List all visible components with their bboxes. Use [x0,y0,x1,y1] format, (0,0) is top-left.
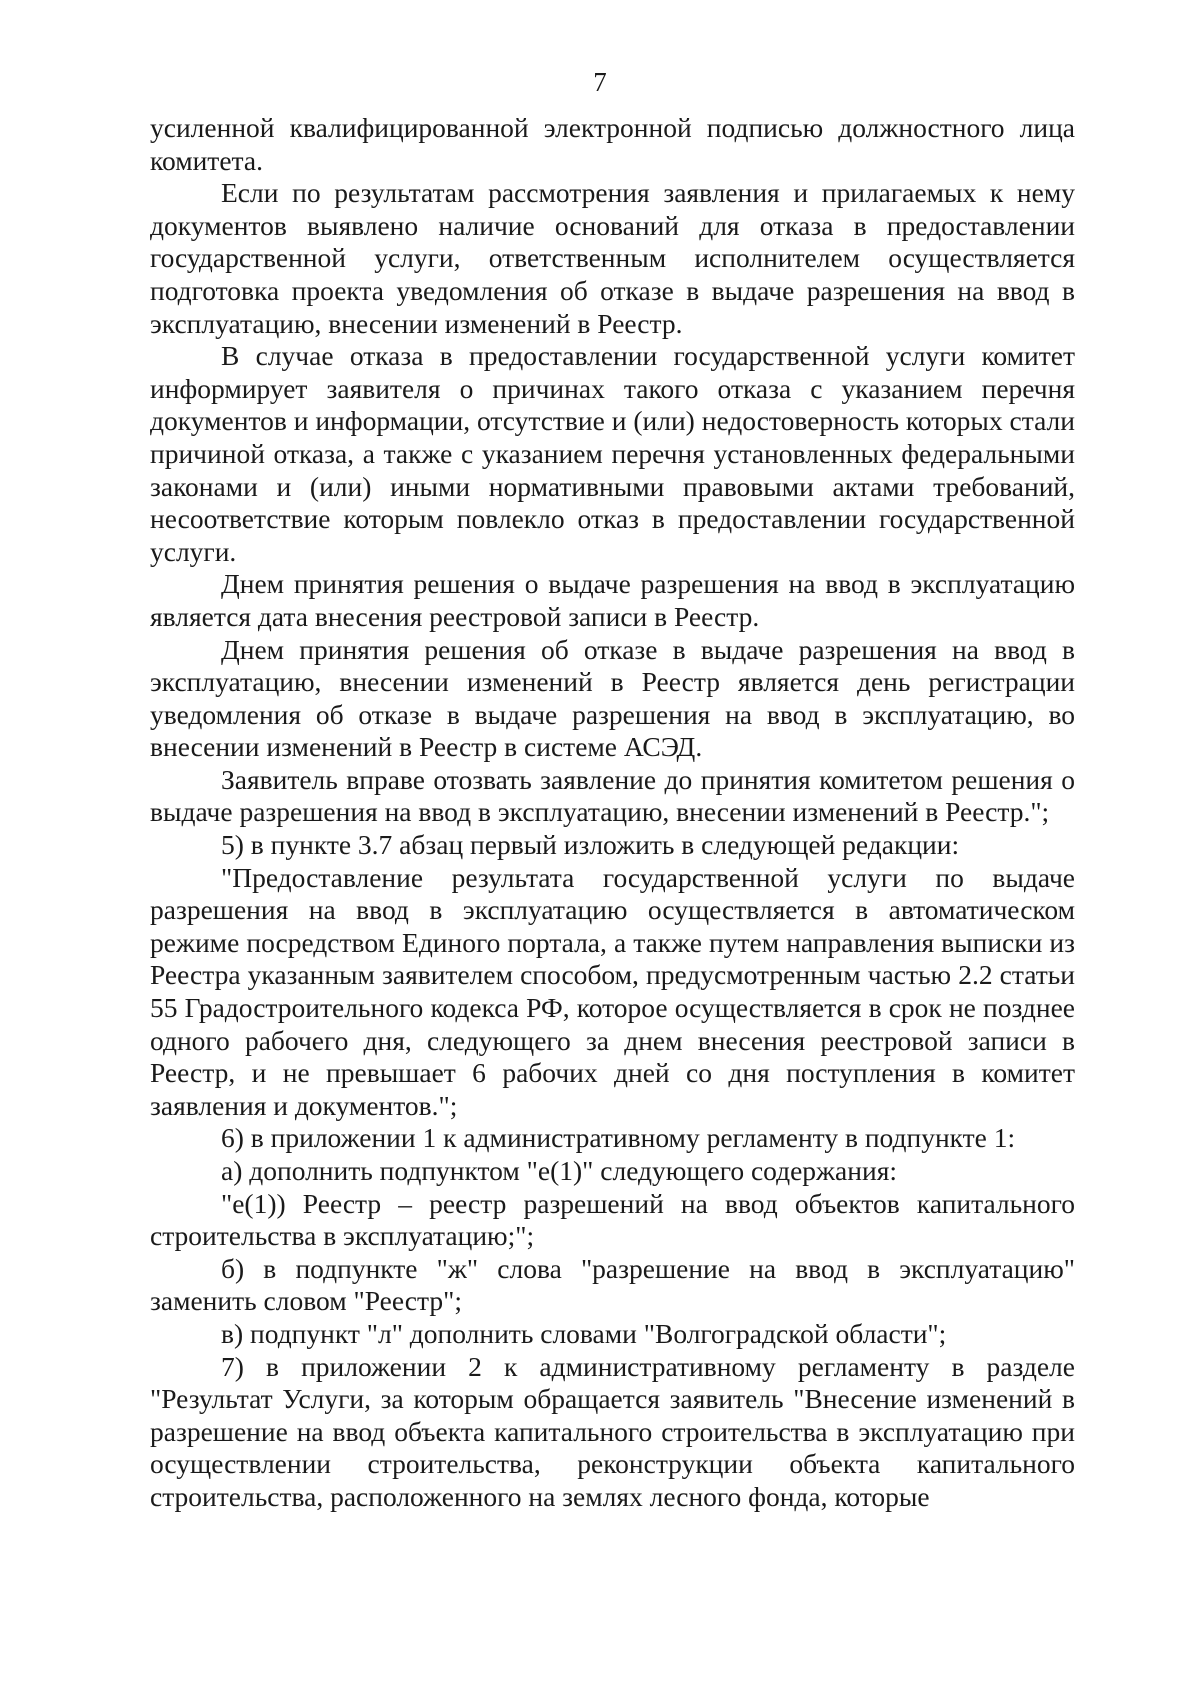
paragraph-refusal-notice: В случае отказа в предоставлении государственной услуги комитет информирует заявителя о причинах такого отказа с указанием перечня документов и информации, отсутствие и (или) недостоверность которых стали причиной отказа, а также с указанием перечня установленных федеральными законами и (или) иными нормативными правовыми актами требований, несоответствие которым повлекло отказ в предоставлении государственной услуги. [150,340,1075,567]
paragraph-item-6: 6) в приложении 1 к административному регламенту в подпункте 1: [221,1122,1016,1154]
paragraph-refusal-date: Днем принятия решения об отказе в выдаче разрешения на ввод в эксплуатацию, внесении изменений в Реестр является день регистрации уведомления об отказе в выдаче разрешения на ввод в эксплуатацию, во внесении изменений в Реестр в системе АСЭД. [150,633,1075,763]
paragraph-result-delivery: "Предоставление результата государственной услуги по выдаче разрешения на ввод в эксплуатацию осуществляется в автоматическом режиме посредством Единого портала, а также путем направления выписки из Реестра указанным заявителем способом, предусмотренным частью 2.2 статьи 55 Градостроительного кодекса РФ, которое осуществляется в срок не позднее одного рабочего дня, следующего за днем внесения реестровой записи в Реестр, и не превышает 6 рабочих дней со дня поступления в комитет заявления и документов."; [150,861,1075,1121]
paragraph-refusal-grounds: Если по результатам рассмотрения заявления и прилагаемых к нему документов выявлено наличие оснований для отказа в предоставлении государственной услуги, ответственным исполнителем осуществляется подготовка проекта уведомления об отказе в выдаче разрешения на ввод в эксплуатацию, внесении изменений в Реестр. [150,177,1075,339]
paragraph-registry-definition: "е(1)) Реестр – реестр разрешений на ввод объектов капитального строительства в эксплуатацию;"; [150,1187,1075,1252]
paragraph-continuation: усиленной квалифицированной электронной подписью должностного лица комитета. [150,112,1075,176]
paragraph-withdrawal: Заявитель вправе отозвать заявление до принятия комитетом решения о выдаче разрешения на ввод в эксплуатацию, внесении изменений в Реестр."; [150,763,1075,828]
paragraph-item-7: 7) в приложении 2 к административному регламенту в разделе "Результат Услуги, за которым обращается заявитель "Внесение изменений в разрешение на ввод объекта капитального строительства в эксплуатацию при осуществлении строительства, реконструкции объекта капитального строительства, расположенного на землях лесного фонда, которые [150,1350,1075,1512]
paragraph-item-6a: а) дополнить подпунктом "е(1)" следующего содержания: [221,1155,897,1186]
paragraph-item-6b: б) в подпункте "ж" слова "разрешение на ввод в эксплуатацию" заменить словом "Реестр"; [150,1252,1075,1317]
document-body [150,112,1075,1514]
paragraph-decision-date: Днем принятия решения о выдаче разрешения на ввод в эксплуатацию является дата внесения реестровой записи в Реестр. [150,568,1075,632]
paragraph-item-6v: в) подпункт "л" дополнить словами "Волгоградской области"; [221,1317,947,1349]
page-number: 7 [593,67,607,97]
paragraph-item-5: 5) в пункте 3.7 абзац первый изложить в следующей редакции: [221,829,960,861]
